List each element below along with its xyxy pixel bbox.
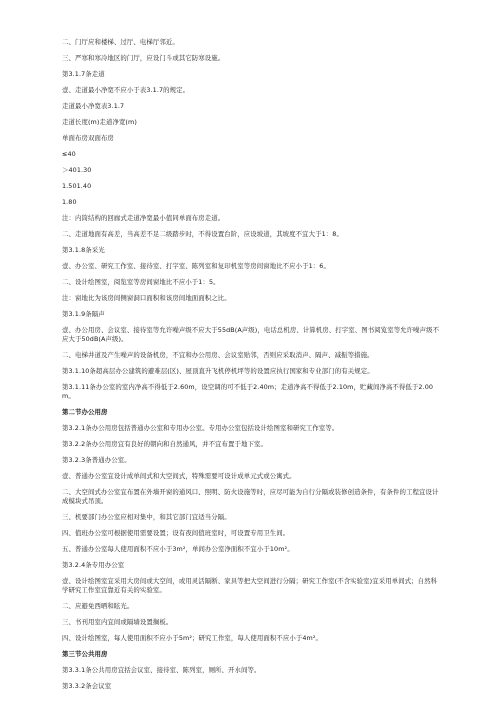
document-body <box>62 38 440 698</box>
text-line: 第3.2.4条专用办公室 <box>62 561 125 569</box>
section-heading: 第三节公共用房 <box>62 650 108 658</box>
text-line: 1.80 <box>62 198 77 206</box>
text-line: 单面布房双面布房 <box>62 134 114 142</box>
text-line: 壹、办公用房、会议室、接待室等允许噪声级不应大于55dB(A声级)，电话总机房、计算机房、打字室、图书阅览室等允许噪声级不应大于50dB(A声级)。 <box>62 326 440 343</box>
text-line: 第3.1.11条办公室的室内净高不得低于2.60m，设空调的可不低于2.40m；走道净高不得低于2.10m，贮藏间净高不得低于2.00m。 <box>62 383 434 400</box>
text-line: 壹、普通办公室宜设计成单间式和大空间式，特殊需要可设计成单元式或公寓式。 <box>62 472 296 480</box>
text-line: 二、设计绘图室，阅览室等房间窗地比不应小于1：5。 <box>62 278 220 286</box>
text-line: 走道长度(m)走道净宽(m) <box>62 118 137 126</box>
text-line: 三、机要部门办公室应相对集中，和其它部门宜适当分隔。 <box>62 513 231 521</box>
text-line: 1.501.40 <box>62 182 92 190</box>
text-line: 第3.1.7条走道 <box>62 70 105 78</box>
text-line: 二、门厅应和楼梯、过厅、电梯厅邻近。 <box>62 38 179 46</box>
text-line: 壹、走道最小净宽不应小于表3.1.7的规定。 <box>62 86 190 94</box>
section-heading: 第二节办公用房 <box>62 408 108 416</box>
text-line: ≤40 <box>62 150 76 158</box>
text-line: 壹、办公室、研究工作室、接待室、打字室、陈列室和复印机室等房间窗地比不应小于1：6。 <box>62 262 330 270</box>
text-line: ＞401.30 <box>62 166 92 174</box>
text-line: 第3.1.9条隔声 <box>62 310 105 318</box>
text-line: 第3.1.10条超高层办公建筑的避难层(区)、屋顶直升飞机停机坪等的设置应执行国家和专业部门的有关规定。 <box>62 367 374 375</box>
text-line: 注：窗地比为该房间侧窗洞口面积和该房间地面面积之比。 <box>62 294 231 302</box>
text-line: 壹、设计绘图室宜采用大房间或大空间，或用灵活隔断、家具等把大空间进行分隔；研究工作室(不含实验室)宜采用单间式；自然科学研究工作室宜靠近有关的实验室。 <box>62 577 438 594</box>
text-line: 第3.1.8条采光 <box>62 246 105 254</box>
text-line: 二、应避免西晒和眩光。 <box>62 602 134 610</box>
text-line: 第3.2.1条办公用房包括普通办公室和专用办公室。专用办公室包括设计绘图室和研究工作室等。 <box>62 424 339 432</box>
text-line: 第3.3.2条会议室 <box>62 682 112 690</box>
text-line: 注：内筒结构的回廊式走道净宽最小值同单面布房走道。 <box>62 214 225 222</box>
text-line: 第3.2.3条普通办公室。 <box>62 456 131 464</box>
text-line: 五、普通办公室每人使用面积不应小于3m²，单间办公室净面积不宜小于10m²。 <box>62 545 294 553</box>
text-line: 二、电梯井道及产生噪声的设备机房，不宜和办公用房、会议室贴邻，否则应采取消声、隔声、减振等措施。 <box>62 351 374 359</box>
text-line: 第3.3.1条公共用房宜括会议室、接待室、陈列室，厕所、开水间等。 <box>62 666 261 674</box>
text-line: 三、严寒和寒冷地区的门厅，应设门斗或其它防寒设施。 <box>62 54 225 62</box>
text-line: 走道最小净宽表3.1.7 <box>62 102 125 110</box>
text-line: 二、大空间式办公室宜布置在外墙开窗的通风口、照明、防火设施等时，应尽可能为自行分隔或装修创造条件，有条件的工程宜设计成模块式吊顶。 <box>62 488 439 505</box>
text-line: 四、设计绘图室，每人使用面积不应小于5m²；研究工作室，每人使用面积不应小于4m²。 <box>62 634 322 642</box>
text-line: 四、值班办公室可根据使用需要设置；设有夜间值班室时，可设置专用卫生间。 <box>62 529 290 537</box>
text-line: 第3.2.2条办公用房宜有良好的朝向和自然通风，并不宜布置于地下室。 <box>62 440 267 448</box>
text-line: 二、走道地面有高差，当高差不足二级踏步时，不得设置台阶，应设坡道，其坡度不宜大于1：8。 <box>62 230 343 238</box>
text-line: 三、书刊用室内宜间或隔墙设置搁板。 <box>62 618 173 626</box>
